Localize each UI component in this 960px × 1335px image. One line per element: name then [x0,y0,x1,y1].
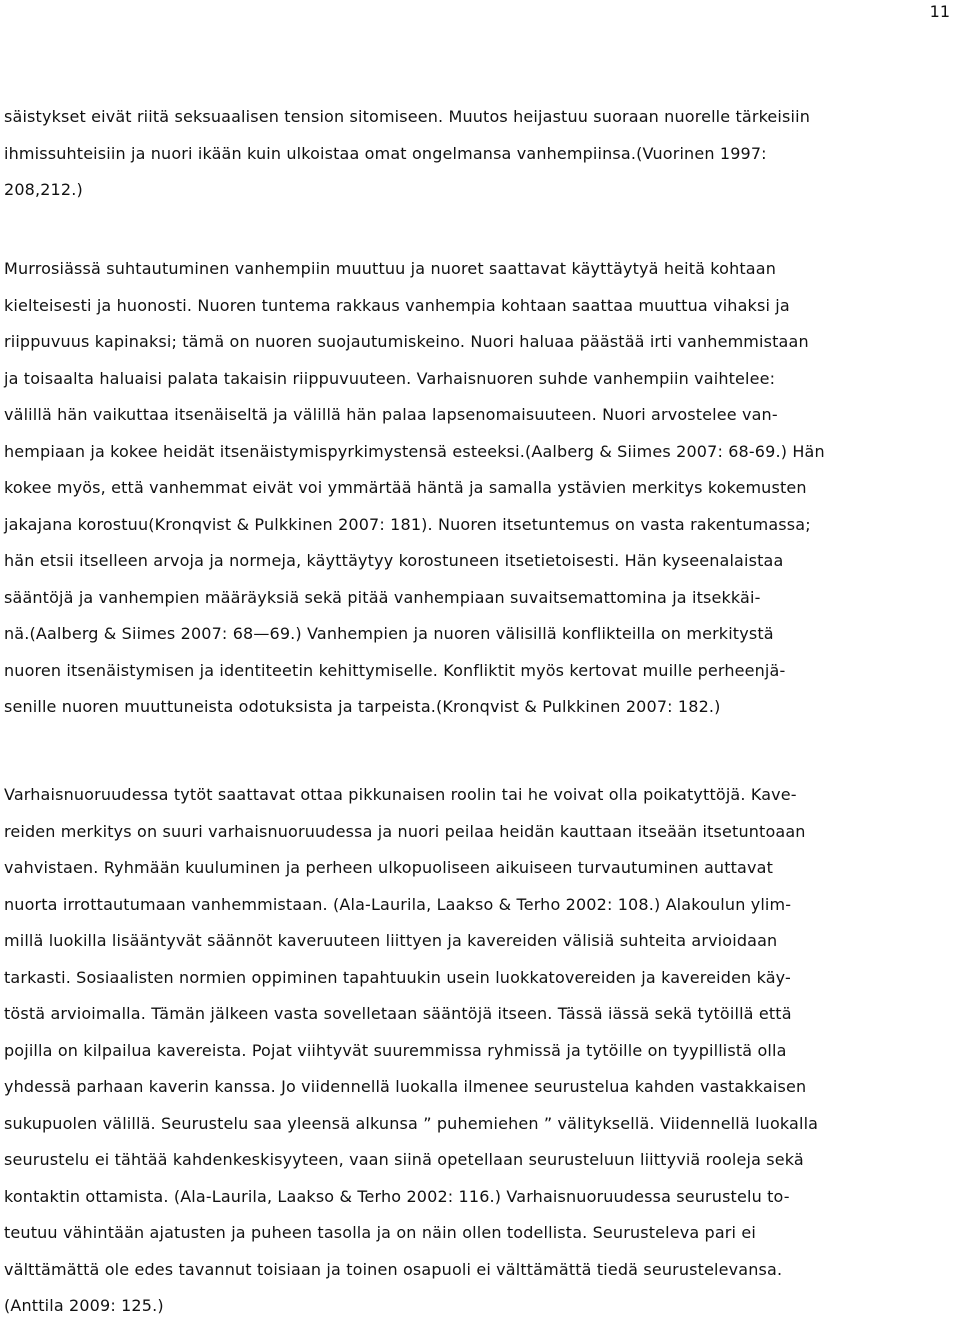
paragraph-1 [4,99,954,209]
text-line: nuorta irrottautumaan vanhemmistaan. (Ala-Laurila, Laakso & Terho 2002: 108.) Alakoulun ylim- [4,894,792,914]
text-line: kokee myös, että vanhemmat eivät voi ymmärtää häntä ja samalla ystävien merkitys kokemusten [4,478,807,497]
text-line: nuoren itsenäistymisen ja identiteetin kehittymiselle. Konfliktit myös kertovat muille perheenjä- [4,660,786,680]
text-line: kielteisesti ja huonosti. Nuoren tuntema rakkaus vanhempia kohtaan saattaa muuttua vihaksi ja [4,295,790,315]
text-line: välillä hän vaikuttaa itsenäiseltä ja välillä hän palaa lapsenomaisuuteen. Nuori arvostelee van- [4,405,778,424]
paragraph-3 [4,777,954,1325]
text-line: tarkasti. Sosiaalisten normien oppiminen tapahtuukin usein luokkatovereiden ja kavereiden käy- [4,967,791,987]
text-line: töstä arvioimalla. Tämän jälkeen vasta sovelletaan sääntöjä itseen. Tässä iässä sekä tytöillä että [4,1004,792,1023]
text-line: senille nuoren muuttuneista odotuksista ja tarpeista.(Kronqvist & Pulkkinen 2007: 182.) [4,697,721,716]
text-line: vahvistaen. Ryhmään kuuluminen ja perheen ulkopuoliseen aikuiseen turvautuminen auttavat [4,858,774,877]
text-line: jakajana korostuu(Kronqvist & Pulkkinen 2007: 181). Nuoren itsetuntemus on vasta rakentumassa; [4,514,811,534]
text-line: reiden merkitys on suuri varhaisnuoruudessa ja nuori peilaa heidän kauttaan itseään itsetuntoaan [4,821,806,841]
text-line: ihmissuhteisiin ja nuori ikään kuin ulkoistaa omat ongelmansa vanhempiinsa.(Vuorinen 1997: [4,143,767,163]
text-line: millä luokilla lisääntyvät säännöt kaveruuteen liittyen ja kavereiden välisiä suhteita arvioidaan [4,931,778,950]
text-line: riippuvuus kapinaksi; tämä on nuoren suojautumiskeino. Nuori haluaa päästää irti vanhemmistaan [4,332,809,351]
text-line: välttämättä ole edes tavannut toisiaan ja toinen osapuoli ei välttämättä tiedä seurustelevansa. [4,1259,783,1279]
text-line: seurustelu ei tähtää kahdenkeskisyyteen, vaan siinä opetellaan seurusteluun liittyviä rooleja sekä [4,1150,804,1169]
page-number: 11 [929,2,950,21]
text-line: teutuu vähintään ajatusten ja puheen tasolla ja on näin ollen todellista. Seurusteleva pari ei [4,1223,756,1242]
text-line: sukupuolen välillä. Seurustelu saa yleensä alkunsa ” puhemiehen ” välityksellä. Viidennellä luokalla [4,1113,819,1133]
text-line: kontaktin ottamista. (Ala-Laurila, Laakso & Terho 2002: 116.) Varhaisnuoruudessa seurustelu to- [4,1186,790,1206]
text-line: hempiaan ja kokee heidät itsenäistymispyrkimystensä esteeksi.(Aalberg & Siimes 2007: 68-69.) Hän [4,441,825,461]
text-line: yhdessä parhaan kaverin kanssa. Jo viidennellä luokalla ilmenee seurustelua kahden vastakkaisen [4,1077,807,1096]
text-line: Murrosiässä suhtautuminen vanhempiin muuttuu ja nuoret saattavat käyttäytyä heitä kohtaan [4,259,777,278]
text-line: Varhaisnuoruudessa tytöt saattavat ottaa pikkunaisen roolin tai he voivat olla poikatyttöjä. Kave- [4,785,797,804]
paragraph-2 [4,251,954,726]
text-line: sääntöjä ja vanhempien määräyksiä sekä pitää vanhempiaan suvaitsemattomina ja itsekkäi- [4,587,761,607]
text-line: (Anttila 2009: 125.) [4,1296,164,1315]
text-line: säistykset eivät riitä seksuaalisen tension sitomiseen. Muutos heijastuu suoraan nuorelle tärkeisiin [4,107,810,126]
text-line: pojilla on kilpailua kavereista. Pojat viihtyvät suuremmissa ryhmissä ja tytöille on tyypillistä olla [4,1040,787,1060]
text-line: hän etsii itselleen arvoja ja normeja, käyttäytyy korostuneen itsetietoisesti. Hän kyseenalaistaa [4,551,784,570]
text-line: 208,212.) [4,180,83,199]
text-line: ja toisaalta haluaisi palata takaisin riippuvuuteen. Varhaisnuoren suhde vanhempiin vaihtelee: [4,368,776,388]
text-line: nä.(Aalberg & Siimes 2007: 68—69.) Vanhempien ja nuoren välisillä konflikteilla on merkitystä [4,624,774,643]
